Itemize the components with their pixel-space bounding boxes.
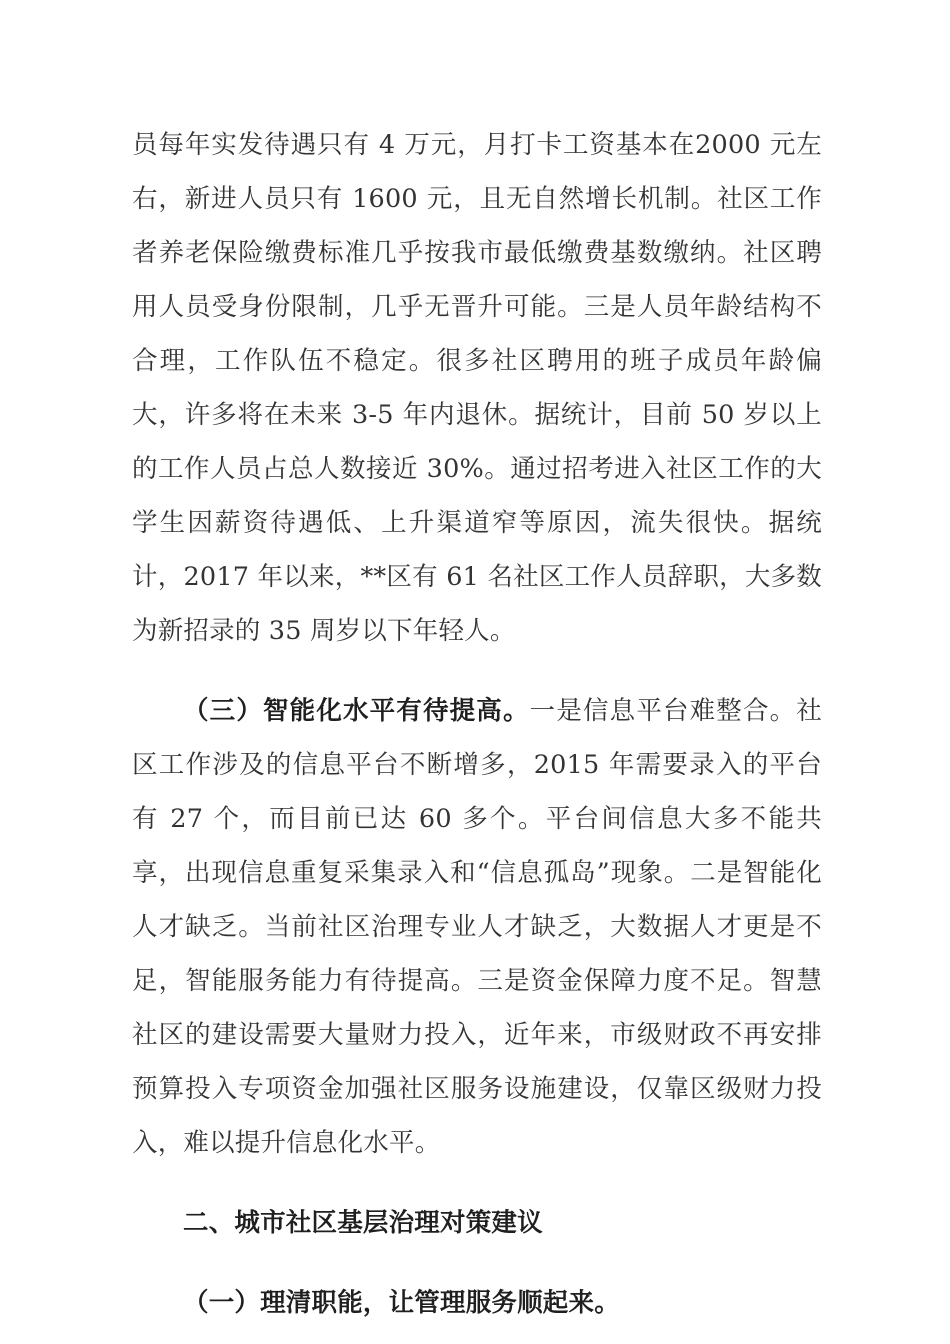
paragraph-intelligence-level bbox=[132, 684, 822, 1170]
paragraph-salary-staffing bbox=[132, 118, 822, 658]
paragraph-text: 员每年实发待遇只有 4 万元，月打卡工资基本在2000 元左右，新进人员只有 1600 元，且无自然增长机制。社区工作者养老保险缴费标准几乎按我市最低缴费基数缴纳。社区聘用人员受身份限制，几乎无晋升可能。三是人员年龄结构不合理，工作队伍不稳定。很多社区聘用的班子成员年龄偏大，许多将在未来 3-5 年内退休。据统计，目前 50 岁以上的工作人员占总人数接近 30%。通过招考进入社区工作的大学生因薪资待遇低、上升渠道窄等原因，流失很快。据统计，2017 年以来，**区有 61 名社区工作人员辞职，大多数为新招录的 35 周岁以下年轻人。 bbox=[132, 130, 822, 646]
document-body bbox=[132, 118, 822, 1330]
heading-section-two bbox=[132, 1196, 822, 1250]
heading-text: 二、城市社区基层治理对策建议 bbox=[183, 1208, 543, 1238]
paragraph-text: 一是信息平台难整合。社区工作涉及的信息平台不断增多，2015 年需要录入的平台有 27 个，而目前已达 60 多个。平台间信息大多不能共享，出现信息重复采集录入和“信息孤岛”现象。二是智能化人才缺乏。当前社区治理专业人才缺乏，大数据人才更是不足，智能服务能力有待提高。三是资金保障力度不足。智慧社区的建设需要大量财力投入，近年来，市级财政不再安排预算投入专项资金加强社区服务设施建设，仅靠区级财力投入，难以提升信息化水平。 bbox=[132, 696, 823, 1158]
heading-text: （一）理清职能，让管理服务顺起来。 bbox=[183, 1288, 620, 1318]
heading-subsection-one bbox=[132, 1276, 822, 1330]
paragraph-lead-label: （三）智能化水平有待提高。 bbox=[183, 696, 530, 726]
